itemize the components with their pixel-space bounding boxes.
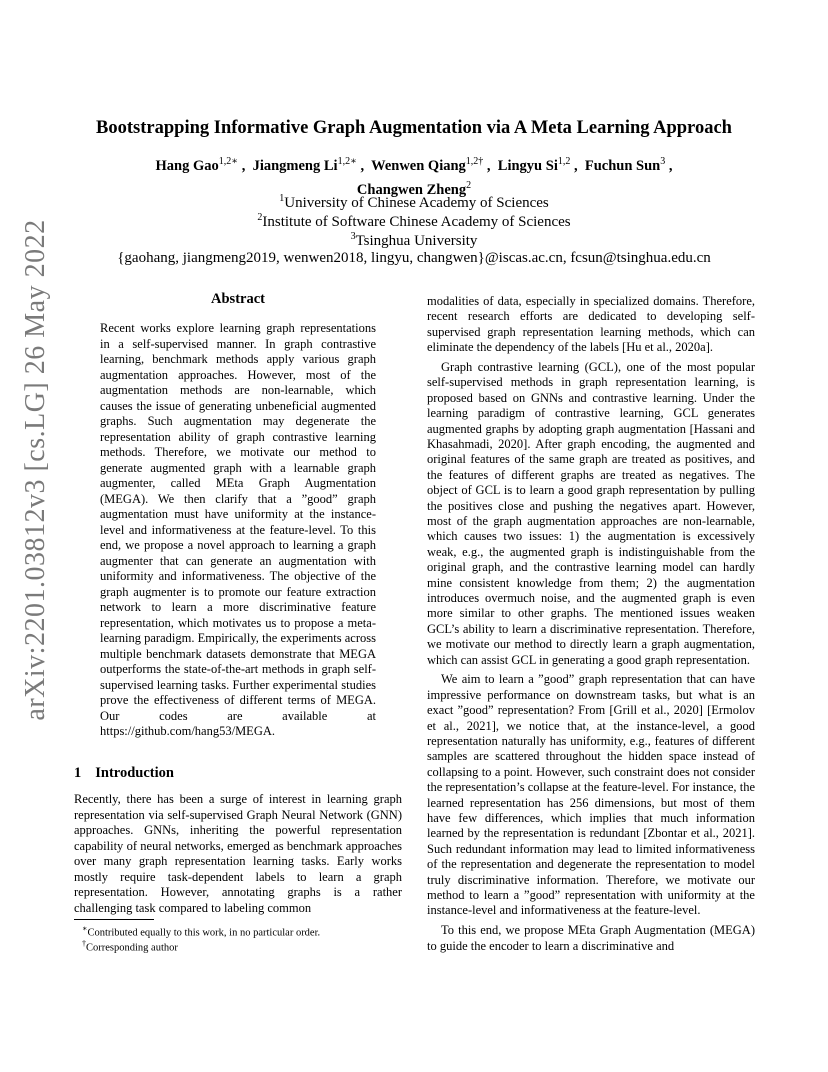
right-column (427, 294, 755, 958)
paper-title: Bootstrapping Informative Graph Augmentation via A Meta Learning Approach (96, 118, 732, 138)
affiliation: $^1$University of Chinese Academy of Sciences (279, 193, 549, 211)
footnote: ∗Contributed equally to this work, in no particular order. (82, 924, 321, 939)
intro-paragraph: Recently, there has been a surge of interest in learning graph representation via self-supervised Graph Neural Network (GNN) approaches. GNNs, inheriting the powerful representation capability of neural networks, emerged as benchmark approaches over many graph representation learning tasks. Early works mostly require task-dependent labels to learn a graph representation. However, annotating graphs is a rather challenging task compared to labeling common (74, 792, 402, 915)
body-paragraph: To this end, we propose MEta Graph Augmentation (MEGA) to guide the encoder to learn a discriminative and (427, 923, 755, 953)
author: Lingyu Si$^{1,2}$ (497, 156, 571, 174)
email-list: {gaohang, jiangmeng2019, wenwen2018, lingyu, changwen}@iscas.ac.cn, fcsun@tsinghua.edu.cn (117, 250, 711, 266)
footnote-rule (74, 919, 154, 920)
arxiv-identifier: arXiv:2201.03812v3 [cs.LG] 26 May 2022 (20, 219, 51, 721)
body-paragraph: modalities of data, especially in specialized domains. Therefore, recent research efforts are dedicated to developing self-supervised graph representation learning methods, which can eliminate the dependency of the labels [Hu et al., 2020a]. (427, 294, 755, 355)
body-paragraph: Graph contrastive learning (GCL), one of the most popular self-supervised methods in graph representation learning, is proposed based on GNNs and contrastive learning. Under the learning paradigm of contrastive learning, GCL generates augmented graphs by adopting graph augmentation [Hassani and Khasahmadi, 2020]. After graph encoding, the augmented and original features of the same graph are treated as positives, and the features of different graphs are treated as negatives. The object of GCL is to learn a good graph representation by pulling the positives close and pushing the negatives apart. However, most of the graph augmentation approaches are non-learnable, which causes two issues: 1) the augmentation is excessively weak, e.g., the augmented graph is indistinguishable from the original graph, and the contrastive learning model can hardly mine consistent knowledge from them; 2) the augmentation introduces overmuch noise, and the augmented graph is even more similar to other graphs. The mentioned issues weaken GCL’s ability to learn a discriminative representation. Therefore, we motivate our method to directly learn a graph augmentation, which can assist GCL in generating a good graph representation. (427, 359, 755, 667)
author: Wenwen Qiang$^{1,2\dagger}$ (371, 156, 484, 174)
affiliation: $^3$Tsinghua University (350, 231, 478, 249)
author-list: Hang Gao$^{1,2∗}$ , Jiangmeng $Li^{1,2∗}$ , Wenwen Qiang$^{1,2\dagger}$ , Lingyu Si$^{1,2}$ , Fuchun Sun$^3$ , Changwen Zheng$^2$ (155, 156, 673, 198)
author: Changwen Zheng$^2$ (356, 179, 472, 198)
author: Hang Gao$^{1,2∗}$ (155, 156, 239, 174)
footnote: †Corresponding author (82, 939, 178, 954)
affiliation: $^2$Institute of Software Chinese Academy of Sciences (257, 212, 571, 230)
abstract-text: Recent works explore learning graph representations in a self-supervised manner. In graph contrastive learning, benchmark methods apply various graph augmentation approaches. However, most of the augmentation methods are non-learnable, which causes the issue of generating unbeneficial augmented graphs. Such augmentation may degenerate the representation ability of graph contrastive learning methods. Therefore, we motivate our method to generate augmented graph with a learnable graph augmenter, called MEta Graph Augmentation (MEGA). We then clarify that a ”good” graph augmentation must have uniformity at the instance-level and informativeness at the feature-level. To this end, we propose a novel approach to learning a graph augmenter that can generate an augmentation with uniformity and informativeness. The objective of the graph augmenter is to promote our feature extraction network to learn a more discriminative feature representation, which motivates us to propose a meta-learning paradigm. Empirically, the experiments across multiple benchmark datasets demonstrate that MEGA outperforms the state-of-the-art methods in graph self-supervised learning tasks. Further experimental studies prove the effectiveness of different terms of MEGA. Our codes are available at https://github.com/hang53/MEGA. (100, 321, 376, 738)
abstract-heading: Abstract (211, 291, 265, 307)
section-heading: 1 Introduction (74, 765, 174, 781)
author: Jiangmeng $Li^{1,2∗}$ (252, 156, 357, 174)
author: Fuchun Sun$^3$ (584, 156, 666, 174)
body-paragraph: We aim to learn a ”good” graph representation that can have impressive performance on downstream tasks, but what is an exact ”good” representation? From [Grill et al., 2020] [Ermolov et al., 2021], we notice that, at the instance-level, a good representation naturally has uniformity, e.g., features of different samples are scattered throughout the hidden space instead of collapsing to a point. However, such constraint does not consider the representation’s collapse at the feature-level. For instance, the learned representation has 256 dimensions, but most of them have few differences, which implies that much information learned by the representation is redundant [Zbontar et al., 2021]. Such redundant information may lead to limited informativeness of the representation and degenerate the representation to model truly discriminative information. Therefore, we motivate our method to learn a ”good” representation with uniformity at the instance-level and informativeness at the feature-level. (427, 672, 755, 918)
